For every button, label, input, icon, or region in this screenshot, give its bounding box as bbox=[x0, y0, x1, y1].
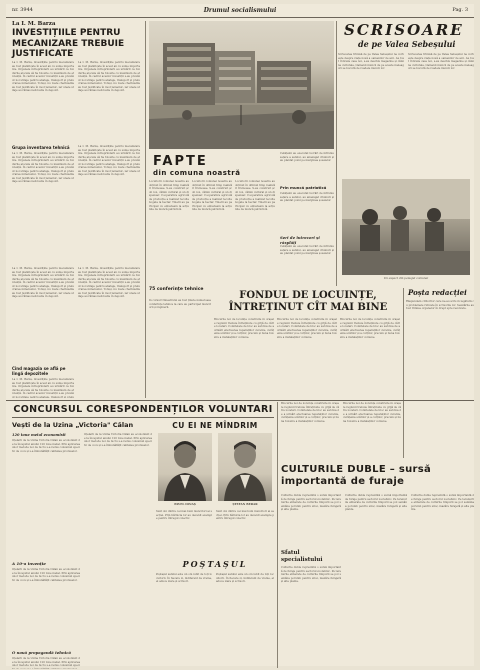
column-divider-2 bbox=[336, 21, 337, 286]
photo-people bbox=[342, 179, 470, 275]
postasul-title: POȘTAȘUL bbox=[182, 559, 248, 569]
article-headline: INVESTIȚIILE PENTRU MECANIZARE TREBUIE JUSTIFICATE bbox=[12, 28, 125, 59]
vesti-subtitle: 120 tone metal economisit bbox=[12, 433, 66, 437]
mandrim-body-2: Sunt doi dintre cei mai buni muncitori ai secției. Prin hărnicia lor au devenit exemple pentru întregul colectiv. bbox=[216, 510, 274, 520]
vesti-title: Vești de la Uzina „Victoria" Călan bbox=[12, 421, 134, 429]
culturile-subhead: Sfatul specialistului bbox=[281, 550, 323, 563]
vesti-body: Oțelarii de la Uzina Victoria Călan au economisit de la începutul anului 120 tone metal. Prin aplicarea unor metode noi de lucru s-a redus consumul specific de cocs și s-a îmbunătățit calitatea produselor. bbox=[12, 439, 80, 453]
article-munca bbox=[280, 152, 334, 284]
newspaper-title: Drumul socialismului bbox=[203, 7, 277, 14]
issue-number: nr. 3944 bbox=[12, 7, 33, 13]
posta-body: Răspundem cititorilor care ne-au scris în legătură cu problemele ridicate în scrisorile lor. Sesizările au fost trimise organelor în drept spre rezolvare. bbox=[406, 300, 474, 310]
fapte-body-2: Locuitorii comunei noastre au obținut în ultimul timp realizări frumoase. S-au construit școli noi, cămin cultural și un dispensar. Cooperativa agricolă de producție a realizat recolte bogate la hectar. Tinerii au participat cu entuziasm la acțiunile de muncă patriotică. bbox=[192, 180, 232, 211]
article-body-4: La I. M. Barza, investițiile pentru mecanizare au fost planificate în acest an cu sume importante. Organele întreprinderii au urmărit ca fondurile alocate să fie folosite cu maximum de eficiență. În cadrul acestor investiții s-au prevăzut noi utilaje pentru abataje, transport și prelucrarea minereului. Totuși, nu toate cheltuielile au fost justificate în mod temeinic, iar unele utilaje au rămas nefolosite în depozit. bbox=[78, 145, 140, 176]
mandrim-body: Sunt doi dintre cei mai buni muncitori ai secției. Prin hărnicia lor au devenit exemple pentru întregul colectiv. bbox=[156, 510, 212, 520]
article-mandrim bbox=[156, 421, 274, 556]
fapte-body-3: Locuitorii comunei noastre au obținut în ultimul timp realizări frumoase. S-au construit școli noi, cămin cultural și un dispensar. Cooperativa agricolă de producție a realizat recolte bogate la hectar. Tinerii au participat cu entuziasm la acțiunile de muncă patriotică. bbox=[235, 180, 275, 211]
mandrim-title: CU EI NE MÎNDRIM bbox=[172, 421, 258, 430]
article-conferinte bbox=[149, 287, 211, 397]
munca-body-2: Cetățenii au executat lucrări de înfrumusețare a satului, au amenajat drumuri și au plantat pomi pe marginea șoselelor. bbox=[280, 192, 334, 202]
column-divider-4 bbox=[277, 402, 278, 668]
article-vesti bbox=[12, 421, 152, 669]
conferinte-title: 75 conferințe tehnice bbox=[149, 287, 204, 292]
munca-subhead: Seri de întreceri și răsplăți bbox=[280, 235, 320, 245]
column-divider bbox=[145, 21, 146, 398]
article-body-7: La I. M. Barza, investițiile pentru mecanizare au fost planificate în acest an cu sume importante. Organele întreprinderii au urmărit ca fondurile alocate să fie folosite cu maximum de eficiență. În cadrul acestor investiții s-au prevăzut noi utilaje pentru abataje, transport și prelu bbox=[12, 378, 74, 398]
article-culturile bbox=[281, 464, 474, 669]
fondul-body-2: Blocurile noi de locuințe construite în orașele regiunii trebuie întreținute cu grijă de către locatari. Comitetele de bloc au sarcina de a urmări efectuarea reparațiilor curente, curățenia scărilor și a curților, precum și buna folosire a instalațiilor comune. bbox=[277, 318, 337, 339]
conferinte-body: În cursul trimestrului au fost ținute numeroase conferințe tehnice la care au participat muncitorii și inginerii. bbox=[149, 299, 211, 309]
portrait-1 bbox=[158, 433, 212, 501]
concurs-banner: CONCURSUL CORESPONDENȚILOR VOLUNTARI bbox=[12, 404, 274, 418]
article-body-6: La I. M. Barza, investițiile pentru mecanizare au fost planificate în acest an cu sume importante. Organele întreprinderii au urmărit ca fondurile alocate să fie folosite cu maximum de eficiență. În cadrul acestor investiții s-au prevăzut noi utilaje pentru abataje, transport și prelucrarea minereului. Totuși, nu toate cheltuielile au fost justificate în mod temeinic, iar unele utilaje au rămas nefolosite în depozit. bbox=[78, 267, 140, 298]
munca-body: Cetățenii au executat lucrări de înfrumusețare a satului, au amenajat drumuri și au plantat pomi pe marginea șoselelor. bbox=[280, 152, 334, 162]
fapte-title: FAPTE bbox=[153, 154, 208, 169]
article-body: La I. M. Barza, investițiile pentru mecanizare au fost planificate în acest an cu sume importante. Organele întreprinderii au urmărit ca fondurile alocate să fie folosite cu maximum de eficiență. În cadrul acestor investiții s-au prevăzut noi utilaje pentru abataje, transport și prelucrarea minereului. Totuși, nu toate cheltuielile au fost justificate în mod temeinic, iar unele utilaje au rămas nefolosite în depozit. bbox=[12, 61, 74, 92]
portrait-2-caption: ȘTEFAN BERAR bbox=[232, 502, 258, 506]
scrisoare-body-2: Scrisoarea trimisă de pe Valea Sebeșului ne vorbește despre viața nouă a oamenilor de aici. Au fost ridicate case noi, s-au deschis magazine și cămine culturale. Oamenii muncii de pe aceste meleaguri se bucură de roadele muncii lor. bbox=[408, 53, 474, 70]
portrait-2 bbox=[218, 433, 272, 501]
scrisoare-subtitle: de pe Valea Sebeșului bbox=[358, 39, 456, 49]
posta-title: Poșta redacției bbox=[408, 288, 467, 297]
culturile-body-3: Culturile duble reprezintă o sursă importantă de furaje pentru sectorul zootehnic. Pe terenurile eliberate de culturile timpurii se pot semăna porumb pentru siloz, mazăre furajeră și alte plante. bbox=[345, 494, 407, 511]
culturile-title: CULTURILE DUBLE – sursă importantă de furaje bbox=[281, 464, 432, 487]
munca-title: Prin muncă patriotică bbox=[280, 185, 327, 190]
fondul-body-3: Blocurile noi de locuințe construite în orașele regiunii trebuie întreținute cu grijă de către locatari. Comitetele de bloc au sarcina de a urmări efectuarea reparațiilor curente, curățenia scărilor și a curților, precum și buna folosire a instalațiilor comune. bbox=[340, 318, 400, 339]
postasul-body: Poștașul satului este un om iubit de toți locuitorii. În fiecare zi, indiferent de vreme, el aduce ziare și scrisori. bbox=[156, 573, 212, 583]
fondul-body: Blocurile noi de locuințe construite în orașele regiunii trebuie întreținute cu grijă de către locatari. Comitetele de bloc au sarcina de a urmări efectuarea reparațiilor curente, curățenia scărilor și a curților, precum și buna folosire a instalațiilor comune. bbox=[214, 318, 274, 339]
scrisoare-photo-caption: Un aspect din peisajul comunei bbox=[383, 276, 429, 280]
vesti-body-3: Oțelarii de la Uzina Victoria Călan au economisit de la începutul anului 120 tone metal. Prin aplicarea unor metode noi de lucru s-a redus consumul specific de cocs și s-a îmbunătățit calitatea produselor. bbox=[12, 568, 80, 582]
article-body-5: La I. M. Barza, investițiile pentru mecanizare au fost planificate în acest an cu sume importante. Organele întreprinderii au urmărit ca fondurile alocate să fie folosite cu maximum de eficiență. În cadrul acestor investiții s-au prevăzut noi utilaje pentru abataje, transport și prelucrarea minereului. Totuși, nu toate cheltuielile au fost justificate în mod temeinic, iar unele utilaje au rămas nefolosite în depozit. bbox=[12, 267, 74, 298]
article-investitii bbox=[12, 21, 142, 398]
article-postasul bbox=[156, 559, 274, 669]
vesti-subhead-invention: A 10-a invenție bbox=[12, 561, 46, 566]
fondul-title: FONDUL DE LOCUINȚE, ÎNTREȚINUT CÎT MAI BINE bbox=[228, 290, 388, 313]
article-body-2: La I. M. Barza, investițiile pentru mecanizare au fost planificate în acest an cu sume importante. Organele întreprinderii au urmărit ca fondurile alocate să fie folosite cu maximum de eficiență. În cadrul acestor investiții s-au prevăzut noi utilaje pentru abataje, transport și prelucrarea minereului. Totuși, nu toate cheltuielile au fost justificate în mod temeinic, iar unele utilaje au rămas nefolosite în depozit. bbox=[78, 61, 140, 92]
section-divider bbox=[6, 400, 474, 401]
culturile-body-2: Culturile duble reprezintă o sursă importantă de furaje pentru sectorul zootehnic. Pe terenurile eliberate de culturile timpurii se pot semăna porumb pentru siloz, mazăre furajeră și alte plante. bbox=[281, 566, 341, 583]
fondul-body-5: Blocurile noi de locuințe construite în orașele regiunii trebuie întreținute cu grijă de către locatari. Comitetele de bloc au sarcina de a urmări efectuarea reparațiilor curente, curățenia scărilor și a curților, precum și buna folosire a instalațiilor comune. bbox=[343, 402, 401, 423]
culturile-body: Culturile duble reprezintă o sursă importantă de furaje pentru sectorul zootehnic. Pe terenurile eliberate de culturile timpurii se pot semăna porumb pentru siloz, mazăre furajeră și alte plante. bbox=[281, 494, 341, 511]
article-byline: La I. M. Barza bbox=[12, 21, 56, 27]
article-fapte bbox=[149, 152, 277, 284]
vesti-body-2: Oțelarii de la Uzina Victoria Călan au economisit de la începutul anului 120 tone metal. Prin aplicarea unor metode noi de lucru s-a redus consumul specific de cocs și s-a îmbunătățit calitatea produselor. bbox=[84, 433, 152, 447]
newspaper-page bbox=[6, 4, 474, 669]
masthead bbox=[6, 4, 474, 18]
article-scrisoare bbox=[338, 21, 474, 286]
article-body-3: La I. M. Barza, investițiile pentru mecanizare au fost planificate în acest an cu sume importante. Organele întreprinderii au urmărit ca fondurile alocate să fie folosite cu maximum de eficiență. În cadrul acestor investiții s-au prevăzut noi utilaje pentru abataje, transport și prelucrarea minereului. Totuși, nu toate cheltuielile au fost justificate în mod temeinic, iar unele utilaje au rămas nefolosite în depozit. bbox=[12, 152, 74, 183]
munca-body-3: Cetățenii au executat lucrări de înfrumusețare a satului, au amenajat drumuri și au plantat pomi pe marginea șoselelor. bbox=[280, 245, 334, 255]
page-number: Pag. 3 bbox=[452, 7, 468, 13]
vesti-body-4: Oțelarii de la Uzina Victoria Călan au economisit de la începutul anului 120 tone metal. Prin aplicarea unor metode noi de lucru s-a redus consumul specific de cocs și s-a îmbunătățit calitatea produselor. bbox=[12, 657, 80, 669]
postasul-body-2: Poștașul satului este un om iubit de toți locuitorii. În fiecare zi, indiferent de vreme, el aduce ziare și scrisori. bbox=[216, 573, 274, 583]
article-posta bbox=[406, 288, 474, 458]
article-fondul bbox=[214, 288, 402, 398]
scrisoare-title: SCRISOARE bbox=[344, 21, 464, 39]
scrisoare-body: Scrisoarea trimisă de pe Valea Sebeșului ne vorbește despre viața nouă a oamenilor de aici. Au fost ridicate case noi, s-au deschis magazine și cămine culturale. Oamenii muncii de pe aceste meleaguri se bucură de roadele muncii lor. bbox=[338, 53, 404, 70]
article-fondul-continued bbox=[281, 402, 401, 460]
culturile-body-4: Culturile duble reprezintă o sursă importantă de furaje pentru sectorul zootehnic. Pe terenurile eliberate de culturile timpurii se pot semăna porumb pentru siloz, mazăre furajeră și alte plante. bbox=[411, 494, 474, 511]
photo-buildings bbox=[149, 21, 334, 149]
article-subhead-2: Cînd magazia se află pe lîngă depozitele bbox=[12, 366, 66, 376]
fapte-body: Locuitorii comunei noastre au obținut în ultimul timp realizări frumoase. S-au construit școli noi, cămin cultural și un dispensar. Cooperativa agricolă de producție a realizat recolte bogate la hectar. Tinerii au participat cu entuziasm la acțiunile de muncă patriotică. bbox=[149, 180, 189, 211]
fondul-body-4: Blocurile noi de locuințe construite în orașele regiunii trebuie întreținute cu grijă de către locatari. Comitetele de bloc au sarcina de a urmări efectuarea reparațiilor curente, curățenia scărilor și a curților, precum și buna folosire a instalațiilor comune. bbox=[281, 402, 339, 423]
article-subhead: Grupa inventarea tehnică bbox=[12, 145, 70, 150]
vesti-subhead-propaganda: O nouă propagandă tehnică bbox=[12, 650, 71, 655]
fapte-subtitle: din comuna noastră bbox=[153, 169, 241, 177]
portrait-1-caption: PAVEL IONAȘ bbox=[174, 502, 196, 506]
column-divider-3 bbox=[403, 288, 404, 458]
